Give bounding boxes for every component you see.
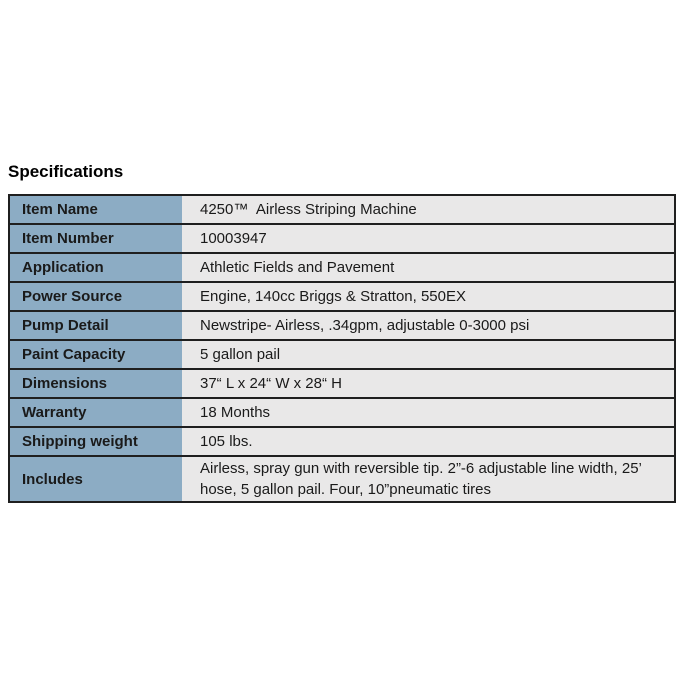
spec-label: Item Name bbox=[9, 195, 182, 224]
spec-value: 37“ L x 24“ W x 28“ H bbox=[182, 369, 675, 398]
spec-value: 4250™ Airless Striping Machine bbox=[182, 195, 675, 224]
spec-label: Includes bbox=[9, 456, 182, 502]
spec-label: Pump Detail bbox=[9, 311, 182, 340]
spec-label: Warranty bbox=[9, 398, 182, 427]
spec-value: 18 Months bbox=[182, 398, 675, 427]
table-row bbox=[9, 456, 675, 502]
table-row bbox=[9, 253, 675, 282]
spec-value: 5 gallon pail bbox=[182, 340, 675, 369]
spec-label: Item Number bbox=[9, 224, 182, 253]
table-row bbox=[9, 195, 675, 224]
spec-label: Shipping weight bbox=[9, 427, 182, 456]
spec-value: Engine, 140cc Briggs & Stratton, 550EX bbox=[182, 282, 675, 311]
spec-value: Airless, spray gun with reversible tip. 2”-6 adjustable line width, 25’ hose, 5 gallon pail. Four, 10”pneumatic tires bbox=[182, 456, 675, 502]
spec-label: Power Source bbox=[9, 282, 182, 311]
spec-table-body bbox=[9, 195, 675, 502]
table-row bbox=[9, 369, 675, 398]
specifications-table bbox=[8, 194, 676, 503]
table-row bbox=[9, 282, 675, 311]
spec-value: 10003947 bbox=[182, 224, 675, 253]
table-row bbox=[9, 224, 675, 253]
spec-label: Application bbox=[9, 253, 182, 282]
spec-value: 105 lbs. bbox=[182, 427, 675, 456]
table-row bbox=[9, 340, 675, 369]
spec-value: Newstripe- Airless, .34gpm, adjustable 0-3000 psi bbox=[182, 311, 675, 340]
table-row bbox=[9, 398, 675, 427]
page-title: Specifications bbox=[8, 162, 124, 181]
spec-value: Athletic Fields and Pavement bbox=[182, 253, 675, 282]
table-row bbox=[9, 427, 675, 456]
spec-label: Paint Capacity bbox=[9, 340, 182, 369]
table-row bbox=[9, 311, 675, 340]
spec-label: Dimensions bbox=[9, 369, 182, 398]
